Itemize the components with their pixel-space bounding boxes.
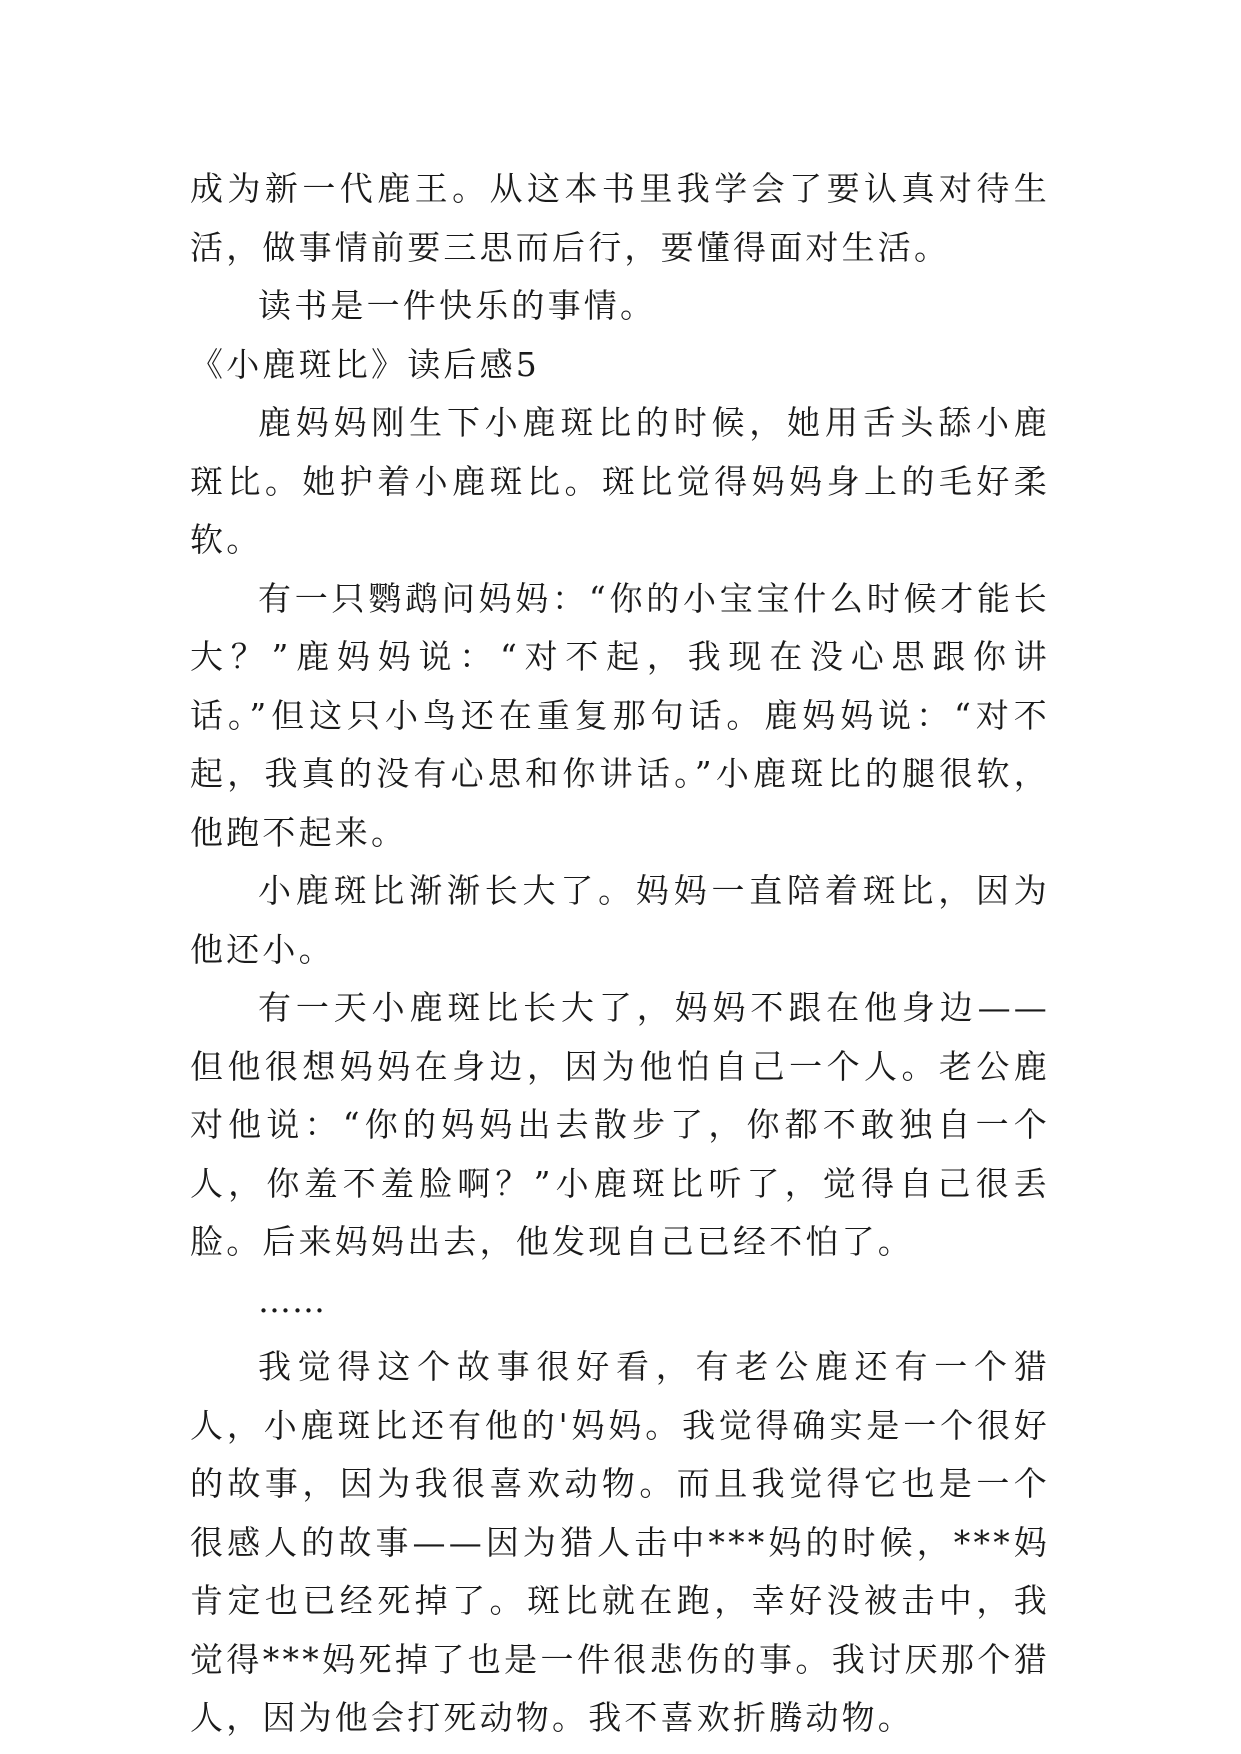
document-body: [190, 160, 1050, 1748]
paragraph-birth: 鹿妈妈刚生下小鹿斑比的时候，她用舌头舔小鹿斑比。她护着小鹿斑比。斑比觉得妈妈身上的毛好柔软。: [190, 403, 1050, 559]
paragraph-closing: 我觉得这个故事很好看，有老公鹿还有一个猎人，小鹿斑比还有他的'妈妈。我觉得确实是一个很好的故事，因为我很喜欢动物。而且我觉得它也是一个很感人的故事——因为猎人击中***妈的时候，***妈肯定也已经死掉了。斑比就在跑，幸好没被击中，我觉得***妈死掉了也是一件很悲伤的事。我讨厌那个猎人，因为他会打死动物。我不喜欢折腾动物。: [190, 1347, 1050, 1737]
ellipsis: ……: [258, 1280, 326, 1320]
paragraph-continued: 成为新一代鹿王。从这本书里我学会了要认真对待生活，做事情前要三思而后行，要懂得面对生活。: [190, 169, 1050, 267]
paragraph-alone: 有一天小鹿斑比长大了，妈妈不跟在他身边——但他很想妈妈在身边，因为他怕自己一个人。老公鹿对他说：“你的妈妈出去散步了，你都不敢独自一个人，你羞不羞脸啊？”小鹿斑比听了，觉得自己很丢脸。后来妈妈出去，他发现自己已经不怕了。: [190, 988, 1050, 1261]
paragraph-growing: 小鹿斑比渐渐长大了。妈妈一直陪着斑比，因为他还小。: [190, 871, 1050, 969]
paragraph-parrot: 有一只鹦鹉问妈妈：“你的小宝宝什么时候才能长大？”鹿妈妈说：“对不起，我现在没心思跟你讲话。”但这只小鸟还在重复那句话。鹿妈妈说：“对不起，我真的没有心思和你讲话。”小鹿斑比的腿很软，他跑不起来。: [190, 578, 1050, 852]
section-heading: 《小鹿斑比》读后感5: [190, 344, 540, 384]
paragraph-reading-joy: 读书是一件快乐的事情。: [258, 286, 657, 325]
